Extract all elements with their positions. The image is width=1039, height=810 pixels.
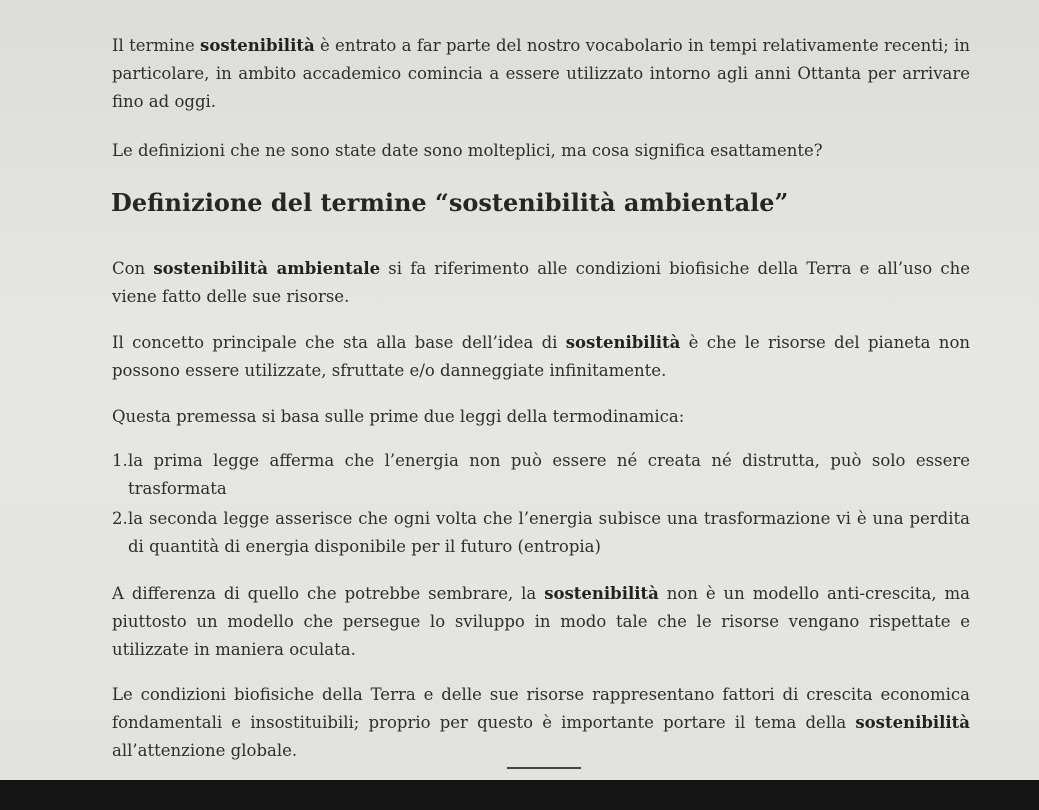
intro-paragraph bbox=[112, 32, 970, 116]
device-bezel bbox=[0, 780, 1039, 810]
question-paragraph: Le definizioni che ne sono state date sono molteplici, ma cosa significa esattamente? bbox=[112, 141, 823, 160]
section-divider bbox=[507, 767, 581, 769]
bold-term: sostenibilità ambientale bbox=[153, 259, 381, 278]
conclusion-paragraph bbox=[112, 681, 970, 765]
article-body bbox=[112, 32, 970, 780]
text-run: è che le risorse del pianeta non possono essere utilizzate, sfruttate e/o danneggiate infinitamente. bbox=[112, 333, 970, 380]
list-text: la prima legge afferma che l’energia non può essere né creata né distrutta, può solo essere trasformata bbox=[128, 451, 970, 498]
concept-paragraph bbox=[112, 329, 970, 385]
bold-term: sostenibilità bbox=[200, 36, 315, 55]
list-number: 2. bbox=[112, 509, 128, 528]
bold-term: sostenibilità bbox=[544, 584, 659, 603]
text-run: è entrato a far parte del nostro vocabolario in tempi relativamente recenti; in particolare, in ambito accademico comincia a essere utilizzato intorno agli anni Ottanta per arrivare fino ad oggi. bbox=[112, 36, 970, 111]
text-run: Le condizioni biofisiche della Terra e delle sue risorse rappresentano fattori di crescita economica fondamentali e insostituibili; proprio per questo è importante portare il tema della bbox=[112, 685, 970, 732]
list-item bbox=[112, 505, 970, 561]
thermodynamics-list bbox=[112, 447, 970, 561]
bold-term: sostenibilità bbox=[565, 333, 681, 352]
difference-paragraph bbox=[112, 580, 970, 664]
text-run: Il concetto principale che sta alla base dell’idea di bbox=[112, 333, 566, 352]
list-text: la seconda legge asserisce che ogni volta che l’energia subisce una trasformazione vi è una perdita di quantità di energia disponibile per il futuro (entropia) bbox=[128, 509, 970, 556]
definition-paragraph bbox=[112, 255, 970, 311]
text-run: Con bbox=[112, 259, 154, 278]
text-run: si fa riferimento alle condizioni biofisiche della Terra e all’uso che viene fatto delle sue risorse. bbox=[112, 259, 970, 306]
text-run: non è un modello anti-crescita, ma piuttosto un modello che persegue lo sviluppo in modo tale che le risorse vengano rispettate e utilizzate in maniera oculata. bbox=[112, 584, 970, 659]
text-run: all’attenzione globale. bbox=[112, 741, 298, 760]
text-run: Il termine bbox=[112, 36, 201, 55]
text-run: A differenza di quello che potrebbe sembrare, la bbox=[112, 584, 545, 603]
bold-term: sostenibilità bbox=[855, 713, 970, 732]
premise-paragraph: Questa premessa si basa sulle prime due leggi della termodinamica: bbox=[112, 407, 685, 426]
list-item bbox=[112, 447, 970, 503]
section-heading: Definizione del termine “sostenibilità ambientale” bbox=[111, 188, 789, 217]
list-number: 1. bbox=[112, 451, 128, 470]
